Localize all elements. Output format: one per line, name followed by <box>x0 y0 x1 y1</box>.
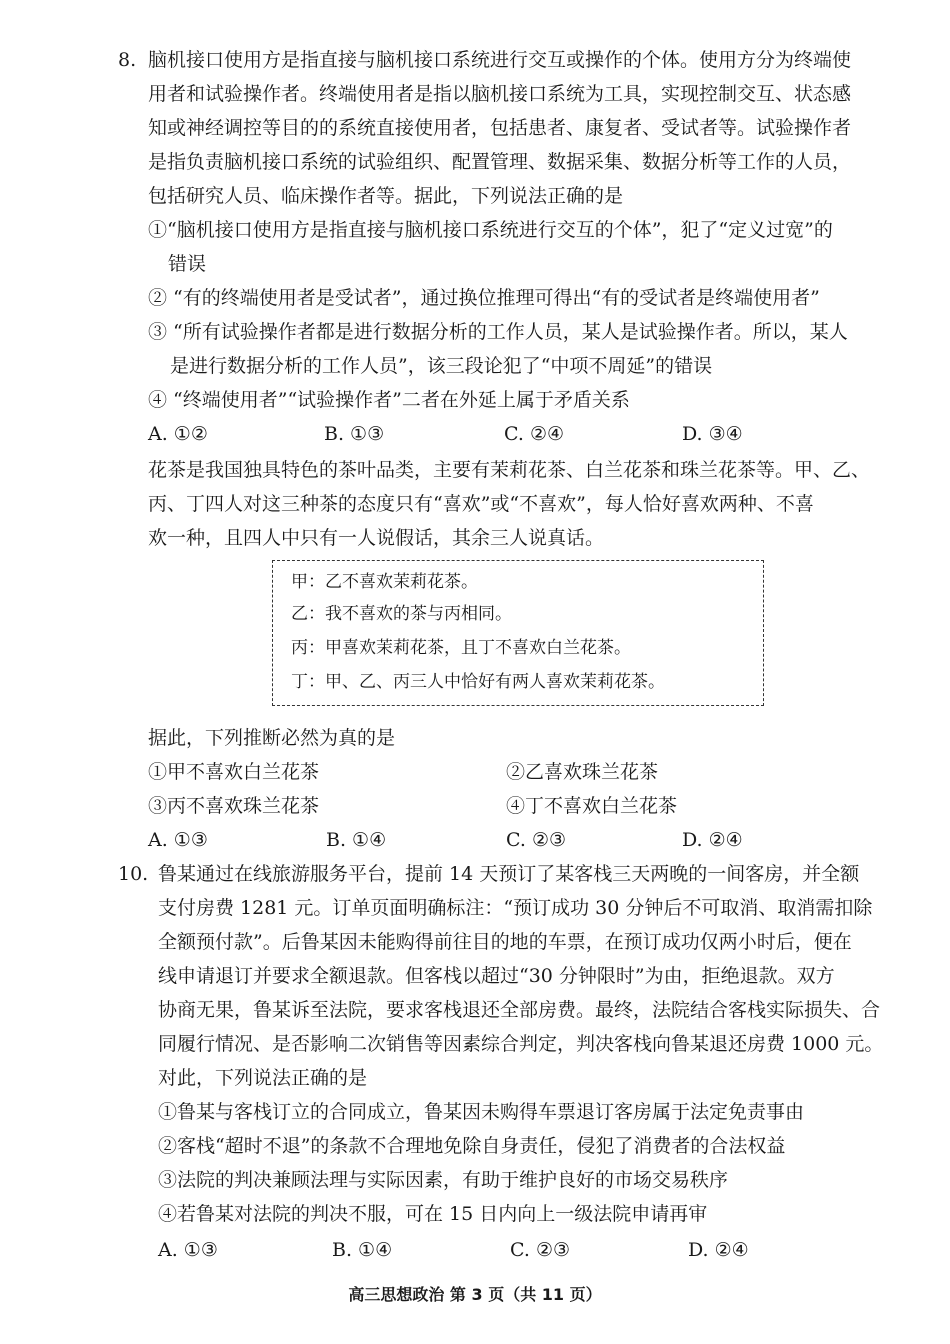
q8-option-d[interactable]: D. ③④ <box>682 423 743 445</box>
q9-statement-2: ②乙喜欢珠兰花茶 <box>506 761 659 783</box>
q8-option-a[interactable]: A. ①② <box>148 423 208 445</box>
q8-line-4: 是指负责脑机接口系统的试验组织、配置管理、数据采集、数据分析等工作的人员， <box>148 151 852 173</box>
q8-option-c[interactable]: C. ②④ <box>504 423 565 445</box>
statements-box <box>272 560 764 706</box>
q9-option-d[interactable]: D. ②④ <box>682 829 743 851</box>
q9-option-a[interactable]: A. ①③ <box>148 829 208 851</box>
q9-intro-2: 丙、丁四人对这三种茶的态度只有“喜欢”或“不喜欢”，每人恰好喜欢两种、不喜 <box>148 493 814 515</box>
q9-statement-1: ①甲不喜欢白兰花茶 <box>148 761 320 783</box>
q10-option-b[interactable]: B. ①④ <box>332 1239 393 1261</box>
q8-statement-1-cont: 错误 <box>168 253 207 275</box>
q9-statement-4: ④丁不喜欢白兰花茶 <box>506 795 678 817</box>
q8-line-5: 包括研究人员、临床操作者等。据此，下列说法正确的是 <box>148 185 624 207</box>
q8-statement-3-cont: 是进行数据分析的工作人员”，该三段论犯了“中项不周延”的错误 <box>170 355 713 377</box>
q8-line-1: 脑机接口使用方是指直接与脑机接口系统进行交互或操作的个体。使用方分为终端使 <box>148 49 852 71</box>
q8-statement-2: ② “有的终端使用者是受试者”，通过换位推理可得出“有的受试者是终端使用者” <box>148 287 820 309</box>
q10-line-7: 对此，下列说法正确的是 <box>158 1067 368 1089</box>
q10-line-6: 同履行情况、是否影响二次销售等因素综合判定，判决客栈向鲁某退还房费 1000 元。 <box>158 1033 884 1055</box>
q10-statement-2: ②客栈“超时不退”的条款不合理地免除自身责任，侵犯了消费者的合法权益 <box>158 1135 786 1157</box>
box-statement-yi: 乙：我不喜欢的茶与丙相同。 <box>291 604 512 624</box>
q8-statement-1: ①“脑机接口使用方是指直接与脑机接口系统进行交互的个体”，犯了“定义过宽”的 <box>148 219 833 241</box>
q9-question: 据此，下列推断必然为真的是 <box>148 727 396 749</box>
q9-option-b[interactable]: B. ①④ <box>326 829 387 851</box>
question-8-number: 8. <box>118 49 137 71</box>
q9-intro-1: 花茶是我国独具特色的茶叶品类，主要有茉莉花茶、白兰花茶和珠兰花茶等。甲、乙、 <box>148 459 871 481</box>
box-statement-ding: 丁：甲、乙、丙三人中恰好有两人喜欢茉莉花茶。 <box>291 672 665 692</box>
q10-line-2: 支付房费 1281 元。订单页面明确标注：“预订成功 30 分钟后不可取消、取消需扣除 <box>158 897 873 919</box>
q8-statement-3: ③ “所有试验操作者都是进行数据分析的工作人员，某人是试验操作者。所以，某人 <box>148 321 848 343</box>
question-10-number: 10. <box>118 863 149 885</box>
q8-option-b[interactable]: B. ①③ <box>324 423 385 445</box>
q10-line-1: 鲁某通过在线旅游服务平台，提前 14 天预订了某客栈三天两晚的一间客房，并全额 <box>158 863 860 885</box>
q8-line-2: 用者和试验操作者。终端使用者是指以脑机接口系统为工具，实现控制交互、状态感 <box>148 83 852 105</box>
q10-option-c[interactable]: C. ②③ <box>510 1239 571 1261</box>
q10-line-5: 协商无果，鲁某诉至法院，要求客栈退还全部房费。最终，法院结合客栈实际损失、合 <box>158 999 881 1021</box>
q8-statement-4: ④ “终端使用者”“试验操作者”二者在外延上属于矛盾关系 <box>148 389 630 411</box>
q10-statement-3: ③法院的判决兼顾法理与实际因素，有助于维护良好的市场交易秩序 <box>158 1169 729 1191</box>
q9-statement-3: ③丙不喜欢珠兰花茶 <box>148 795 320 817</box>
q10-statement-4: ④若鲁某对法院的判决不服，可在 15 日内向上一级法院申请再审 <box>158 1203 708 1225</box>
box-statement-bing: 丙：甲喜欢茉莉花茶，且丁不喜欢白兰花茶。 <box>291 638 631 658</box>
q8-line-3: 知或神经调控等目的的系统直接使用者，包括患者、康复者、受试者等。试验操作者 <box>148 117 852 139</box>
q10-option-d[interactable]: D. ②④ <box>688 1239 749 1261</box>
q10-option-a[interactable]: A. ①③ <box>158 1239 218 1261</box>
q9-intro-3: 欢一种，且四人中只有一人说假话，其余三人说真话。 <box>148 527 605 549</box>
q10-line-3: 全额预付款”。后鲁某因未能购得前往目的地的车票，在预订成功仅两小时后，便在 <box>158 931 852 953</box>
box-statement-jia: 甲：乙不喜欢茉莉花茶。 <box>291 572 478 592</box>
q10-line-4: 线申请退订并要求全额退款。但客栈以超过“30 分钟限时”为由，拒绝退款。双方 <box>158 965 835 987</box>
q9-option-c[interactable]: C. ②③ <box>506 829 567 851</box>
q10-statement-1: ①鲁某与客栈订立的合同成立，鲁某因未购得车票退订客房属于法定免责事由 <box>158 1101 805 1123</box>
page-footer: 高三思想政治 第 3 页（共 11 页） <box>348 1285 602 1304</box>
